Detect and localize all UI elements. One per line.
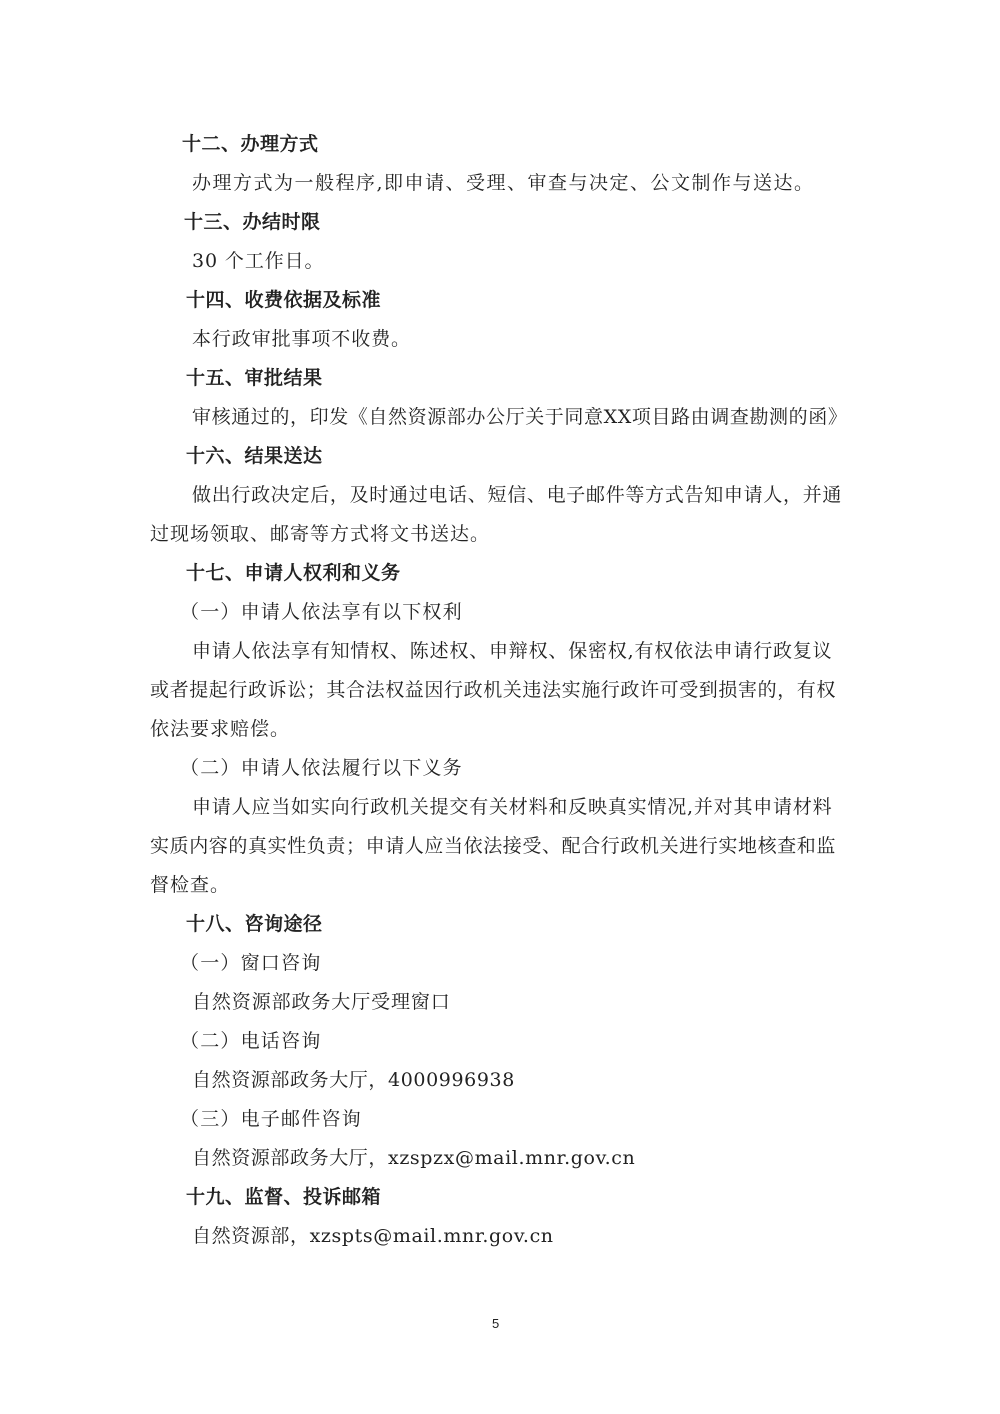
section-body-line: 过现场领取、邮寄等方式将文书送达。 — [150, 523, 491, 545]
section-subheading: （一）申请人依法享有以下权利 — [180, 601, 463, 623]
section-body-line: 自然资源部，xzspts@mail.mnr.gov.cn — [192, 1225, 554, 1247]
section-subheading: （一）窗口咨询 — [180, 952, 322, 974]
section-body-line: 实质内容的真实性负责；申请人应当依法接受、配合行政机关进行实地核查和监 — [150, 835, 837, 857]
section-heading: 十六、结果送达 — [186, 445, 323, 467]
section-body-line: 督检查。 — [150, 874, 231, 896]
section-subheading: （三）电子邮件咨询 — [180, 1108, 362, 1130]
section-body-line: 自然资源部政务大厅受理窗口 — [192, 991, 451, 1013]
section-body-line: 自然资源部政务大厅，xzspzx@mail.mnr.gov.cn — [192, 1147, 636, 1169]
section-subheading: （二）电话咨询 — [180, 1030, 322, 1052]
section-body-line: 自然资源部政务大厅，4000996938 — [192, 1069, 515, 1091]
section-heading: 十五、审批结果 — [186, 367, 323, 389]
section-body-line: 依法要求赔偿。 — [150, 718, 291, 740]
section-heading: 十三、办结时限 — [184, 211, 321, 233]
section-heading: 十八、咨询途径 — [186, 913, 323, 935]
section-body-line: 申请人依法享有知情权、陈述权、申辩权、保密权,有权依法申请行政复议 — [192, 640, 833, 662]
section-body-line: 申请人应当如实向行政机关提交有关材料和反映真实情况,并对其申请材料 — [192, 796, 833, 818]
section-body-line: 本行政审批事项不收费。 — [192, 328, 411, 350]
section-body-line: 办理方式为一般程序,即申请、受理、审查与决定、公文制作与送达。 — [192, 172, 815, 194]
section-subheading: （二）申请人依法履行以下义务 — [180, 757, 463, 779]
section-body-line: 审核通过的，印发《自然资源部办公厅关于同意XX项目路由调查勘测的函》 — [192, 406, 848, 428]
section-heading: 十七、申请人权利和义务 — [186, 562, 401, 584]
page-number: 5 — [492, 1316, 500, 1331]
section-heading: 十二、办理方式 — [182, 133, 319, 155]
section-heading: 十四、收费依据及标准 — [186, 289, 382, 311]
section-heading: 十九、监督、投诉邮箱 — [186, 1186, 382, 1208]
section-body-line: 做出行政决定后，及时通过电话、短信、电子邮件等方式告知申请人，并通 — [192, 484, 843, 506]
section-body-line: 或者提起行政诉讼；其合法权益因行政机关违法实施行政许可受到损害的，有权 — [150, 679, 837, 701]
section-body-line: 30 个工作日。 — [192, 250, 325, 272]
